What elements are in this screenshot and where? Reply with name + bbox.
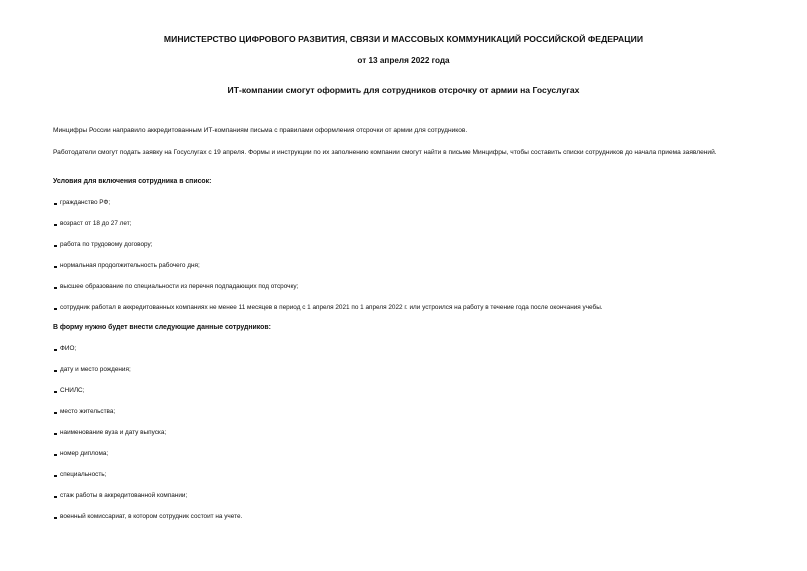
bullet-icon bbox=[54, 433, 57, 436]
list-item-text: СНИЛС; bbox=[60, 387, 85, 394]
list-item-text: специальность; bbox=[60, 471, 107, 478]
bullet-icon bbox=[54, 266, 57, 269]
list-item bbox=[53, 344, 242, 365]
list-item bbox=[53, 491, 242, 512]
list-item bbox=[53, 240, 603, 261]
document-date: от 13 апреля 2022 года bbox=[357, 56, 450, 65]
list-item bbox=[53, 470, 242, 491]
list-item-text: военный комиссариат, в котором сотрудник состоит на учете. bbox=[60, 513, 243, 520]
paragraph-employers: Работодатели смогут подать заявку на Госуслугах с 19 апреля. Формы и инструкции по их заполнению компании смогут найти в письме Минцифры, чтобы составить списки сотрудников до начала приема заявлений. bbox=[53, 149, 717, 156]
list-item-text: дату и место рождения; bbox=[60, 366, 131, 373]
document-title: ИТ-компании смогут оформить для сотрудников отсрочку от армии на Госуслугах bbox=[227, 85, 580, 95]
form-data-list bbox=[53, 344, 242, 533]
list-item-text: работа по трудовому договору; bbox=[60, 241, 153, 248]
list-item-text: номер диплома; bbox=[60, 450, 109, 457]
list-item-text: ФИО; bbox=[60, 345, 77, 352]
bullet-icon bbox=[54, 308, 57, 311]
bullet-icon bbox=[54, 203, 57, 206]
list-item-text: гражданство РФ; bbox=[60, 199, 111, 206]
list-item-text: стаж работы в аккредитованной компании; bbox=[60, 492, 188, 499]
list-item bbox=[53, 303, 603, 324]
conditions-heading: Условия для включения сотрудника в список: bbox=[53, 178, 212, 185]
ministry-title: МИНИСТЕРСТВО ЦИФРОВОГО РАЗВИТИЯ, СВЯЗИ И МАССОВЫХ КОММУНИКАЦИЙ РОССИЙСКОЙ ФЕДЕРАЦИИ bbox=[163, 34, 644, 44]
list-item bbox=[53, 282, 603, 303]
list-item-text: нормальная продолжительность рабочего дня; bbox=[60, 262, 200, 269]
list-item bbox=[53, 219, 603, 240]
list-item bbox=[53, 198, 603, 219]
list-item-text: высшее образование по специальности из перечня подпадающих под отсрочку; bbox=[60, 283, 299, 290]
paragraph-intro: Минцифры России направило аккредитованным ИТ-компаниям письма с правилами оформления отсрочки от армии для сотрудников. bbox=[53, 127, 468, 134]
list-item bbox=[53, 512, 242, 533]
bullet-icon bbox=[54, 245, 57, 248]
list-item bbox=[53, 386, 242, 407]
bullet-icon bbox=[54, 370, 57, 373]
conditions-list bbox=[53, 198, 603, 324]
list-item-text: место жительства; bbox=[60, 408, 116, 415]
list-item bbox=[53, 261, 603, 282]
list-item bbox=[53, 428, 242, 449]
bullet-icon bbox=[54, 496, 57, 499]
bullet-icon bbox=[54, 517, 57, 520]
bullet-icon bbox=[54, 391, 57, 394]
list-item bbox=[53, 449, 242, 470]
bullet-icon bbox=[54, 412, 57, 415]
list-item bbox=[53, 407, 242, 428]
list-item-text: возраст от 18 до 27 лет; bbox=[60, 220, 132, 227]
list-item bbox=[53, 365, 242, 386]
form-data-heading: В форму нужно будет внести следующие данные сотрудников: bbox=[53, 324, 271, 331]
bullet-icon bbox=[54, 349, 57, 352]
list-item-text: сотрудник работал в аккредитованных компаниях не менее 11 месяцев в период с 1 апреля 2021 по 1 апреля 2022 г. или устроился на работу в течение года после окончания учебы. bbox=[60, 304, 603, 311]
bullet-icon bbox=[54, 224, 57, 227]
bullet-icon bbox=[54, 287, 57, 290]
bullet-icon bbox=[54, 475, 57, 478]
bullet-icon bbox=[54, 454, 57, 457]
list-item-text: наименование вуза и дату выпуска; bbox=[60, 429, 167, 436]
